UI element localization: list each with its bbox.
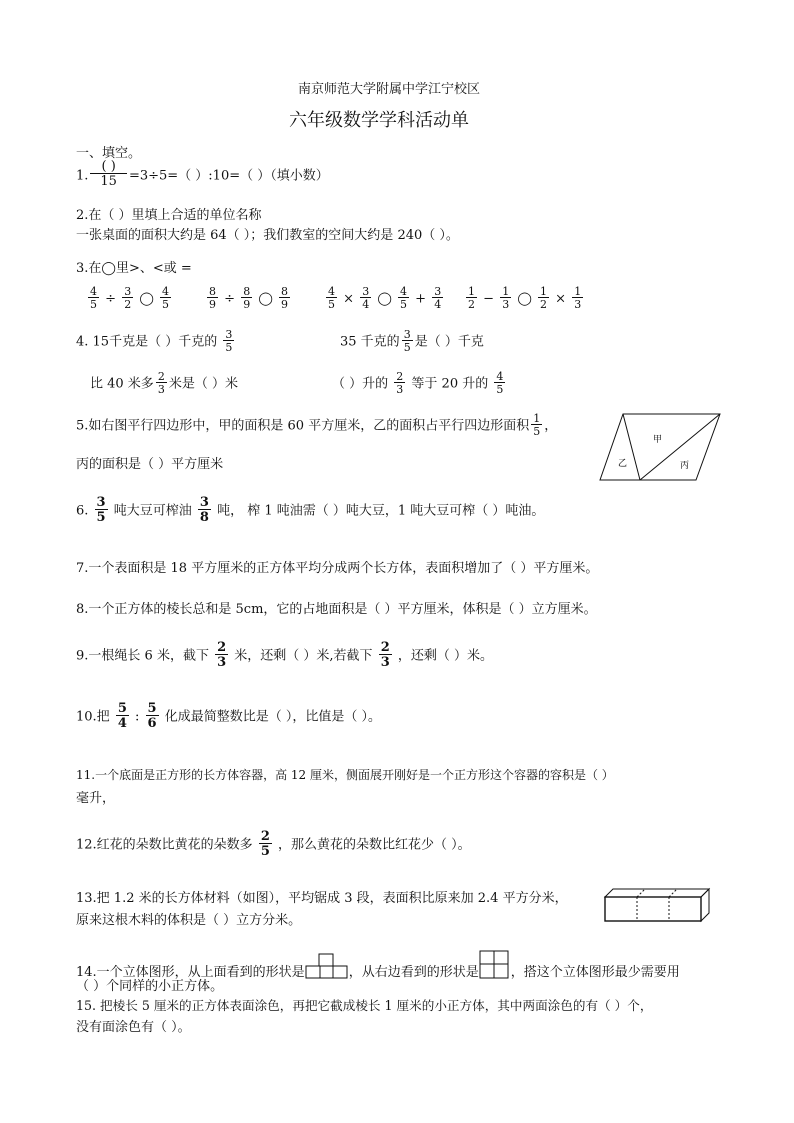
- question-15-line-2: 没有面涂色有（ ）。: [76, 1020, 191, 1035]
- fraction: $\frac{3}{4}$: [362, 285, 370, 311]
- cuboid-front: [605, 897, 701, 921]
- question-9: 9.一根绳长 6 米，截下 $\frac{2}{3}$ 米，还剩（ ）米,若截下 $\frac{2}{3}$ ，还剩（ ）米。: [76, 640, 494, 670]
- cut-line: [637, 889, 645, 897]
- comparison-4: $\frac{1}{2}$ − $\frac{1}{3}$ ◯ $\frac{1}{2}$ × $\frac{1}{3}$: [468, 285, 582, 311]
- comparison-2: $\frac{8}{9}$ ÷ $\frac{8}{9}$ ◯ $\frac{8}{9}$: [209, 285, 289, 311]
- fraction: $\frac{1}{2}$: [468, 285, 475, 311]
- question-5-line-1: 5.如右图平行四边形中，甲的面积是 60 平方厘米，乙的面积占平行四边形面积 $\frac{1}{5}$ ，: [76, 412, 558, 438]
- dividing-line: [623, 414, 640, 480]
- question-8: 8.一个正方体的棱长总和是 5cm，它的占地面积是（ ）平方厘米，体积是（ ）立方厘米。: [76, 602, 597, 617]
- label-jia: 甲: [653, 435, 663, 445]
- fraction: $\frac{3}{4}$: [434, 285, 442, 311]
- question-15-line-1: 15. 把棱长 5 厘米的正方体表面涂色，再把它截成棱长 1 厘米的小正方体，其中两面涂色的有（ ）个，: [76, 998, 653, 1013]
- cuboid-side: [701, 889, 709, 921]
- school-name: 南京师范大学附属中学江宁校区: [298, 82, 481, 97]
- fraction: $\frac{1}{3}$: [502, 285, 510, 311]
- question-3-title: 3.在◯里>、<或 =: [76, 261, 192, 276]
- square: [494, 964, 508, 978]
- square: [480, 951, 494, 964]
- fraction: $\frac{8}{9}$: [209, 285, 216, 311]
- fraction: $\frac{2}{3}$: [217, 640, 227, 670]
- question-text: =3÷5=（ ）:10=（ ）（填小数）: [128, 168, 329, 184]
- fraction: $\frac{4}{5}$: [400, 285, 408, 311]
- question-14-line-2: （ ）个同样的小正方体。: [76, 979, 224, 994]
- fraction-denominator: 15: [90, 173, 127, 188]
- fraction: $\frac{5}{4}$: [117, 701, 127, 731]
- fraction: $\frac{8}{9}$: [281, 285, 289, 311]
- question-2-line-1: 2.在（ ）里填上合适的单位名称: [76, 208, 262, 223]
- comparison-1: $\frac{4}{5}$ ÷ $\frac{3}{2}$ ◯ $\frac{4}{5}$: [90, 285, 170, 311]
- question-4c: 比 40 米多 $\frac{2}{3}$ 米是（ ）米: [90, 370, 238, 396]
- fraction: $\frac{3}{5}$: [225, 328, 233, 354]
- fraction: $\frac{4}{5}$: [328, 285, 335, 311]
- square: [480, 964, 494, 978]
- parallelogram-figure: [598, 410, 724, 482]
- right-view-figure: [479, 950, 511, 980]
- top-view-figure: [305, 952, 349, 980]
- cut-line: [669, 889, 677, 897]
- fraction: $\frac{2}{3}$: [396, 370, 404, 396]
- fraction: $\frac{1}{3}$: [574, 285, 582, 311]
- section-title: 一、填空。: [76, 146, 142, 161]
- question-11-line-2: 毫升，: [76, 791, 116, 806]
- compare-circle[interactable]: ◯: [377, 291, 392, 307]
- compare-circle[interactable]: ◯: [517, 291, 532, 307]
- fraction: $\frac{2}{3}$: [157, 370, 165, 396]
- question-number: 1.: [76, 168, 89, 184]
- fraction: $\frac{2}{3}$: [380, 640, 390, 670]
- label-bing: 丙: [680, 461, 690, 471]
- question-10: 10.把 $\frac{5}{4}$ : $\frac{5}{6}$ 化成最简整数比是（ ），比值是（ ）。: [76, 701, 381, 731]
- fraction: $\frac{5}{6}$: [147, 701, 157, 731]
- fraction: $\frac{4}{5}$: [162, 285, 170, 311]
- cuboid-figure: [603, 887, 713, 923]
- square: [319, 954, 333, 966]
- square: [306, 966, 320, 978]
- fraction: $\frac{4}{5}$: [90, 285, 97, 311]
- fraction: $\frac{2}{5}$: [260, 829, 270, 859]
- cuboid-top: [605, 889, 709, 897]
- compare-circle[interactable]: ◯: [139, 291, 154, 307]
- question-4b: 35 千克的 $\frac{3}{5}$ 是（ ）千克: [340, 328, 484, 354]
- fraction: $\frac{3}{2}$: [124, 285, 132, 311]
- page-title: 六年级数学学科活动单: [289, 110, 469, 131]
- question-4a: 4. 15千克是（ ）千克的 $\frac{3}{5}$: [76, 328, 233, 354]
- question-7: 7.一个表面积是 18 平方厘米的正方体平均分成两个长方体，表面积增加了（ ）平方厘米。: [76, 561, 599, 576]
- compare-circle[interactable]: ◯: [258, 291, 273, 307]
- parallelogram-outline: [600, 414, 720, 480]
- fraction: $\frac{3}{8}$: [199, 495, 209, 525]
- fraction: $\frac{3}{5}$: [96, 495, 106, 525]
- question-11-line-1: 11.一个底面是正方形的长方体容器，高 12 厘米，侧面展开刚好是一个正方形这个容器的容积是（ ）: [76, 768, 614, 782]
- label-yi: 乙: [618, 459, 628, 469]
- question-12: 12.红花的朵数比黄花的朵数多 $\frac{2}{5}$ ，那么黄花的朵数比红花少（ ）。: [76, 829, 471, 859]
- question-5-line-2: 丙的面积是（ ）平方厘米: [76, 457, 224, 472]
- square: [320, 966, 333, 978]
- question-2-line-2: 一张桌面的面积大约是 64（ ）；我们教室的空间大约是 240（ ）。: [76, 228, 459, 243]
- question-6: 6. $\frac{3}{5}$ 吨大豆可榨油 $\frac{3}{8}$ 吨， 榨 1 吨油需（ ）吨大豆，1 吨大豆可榨（ ）吨油。: [76, 495, 545, 525]
- question-14-line-1: 14.一个立体图形，从上面看到的形状是 ，从右边看到的形状是 ，搭这个立体图形最少需要用: [76, 950, 680, 980]
- fraction: $\frac{8}{9}$: [243, 285, 251, 311]
- comparison-3: $\frac{4}{5}$ × $\frac{3}{4}$ ◯ $\frac{4}{5}$ + $\frac{3}{4}$: [328, 285, 442, 311]
- fraction-numerator: ( ): [101, 159, 116, 174]
- question-13-line-2: 原来这根木料的体积是（ ）立方分米。: [76, 913, 302, 928]
- fraction: $\frac{1}{5}$: [533, 412, 541, 438]
- fraction: $\frac{1}{2}$: [540, 285, 548, 311]
- question-1: [76, 159, 329, 190]
- fraction: [90, 160, 127, 188]
- square: [333, 966, 347, 978]
- question-13-line-1: 13.把 1.2 米的长方体材料（如图），平均锯成 3 段，表面积比原来加 2.4 平方分米，: [76, 891, 568, 906]
- fraction: $\frac{3}{5}$: [403, 328, 411, 354]
- square: [494, 951, 508, 964]
- question-4d: （ ）升的 $\frac{2}{3}$ 等于 20 升的 $\frac{4}{5}$: [332, 370, 504, 396]
- fraction: $\frac{4}{5}$: [496, 370, 504, 396]
